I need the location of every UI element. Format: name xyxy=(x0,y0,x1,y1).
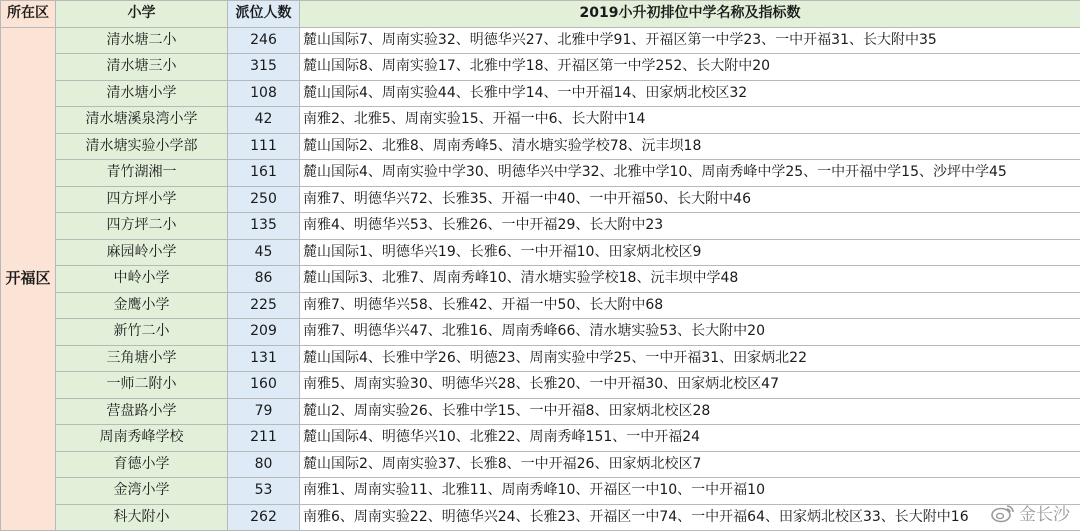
destinations-cell: 麓山国际4、周南实验中学30、明德华兴中学32、北雅中学10、周南秀峰中学25、一中开福中学15、沙坪中学45 xyxy=(300,160,1080,187)
table-row xyxy=(1,319,1080,346)
school-cell: 育德小学 xyxy=(56,451,228,478)
table-row xyxy=(1,451,1080,478)
school-cell: 清水塘小学 xyxy=(56,80,228,107)
school-cell: 清水塘溪泉湾小学 xyxy=(56,107,228,134)
destinations-cell: 麓山国际7、周南实验32、明德华兴27、北雅中学91、开福区第一中学23、一中开福31、长大附中35 xyxy=(300,27,1080,54)
table-row xyxy=(1,239,1080,266)
destinations-cell: 南雅7、明德华兴47、北雅16、周南秀峰66、清水塘实验53、长大附中20 xyxy=(300,319,1080,346)
table-row xyxy=(1,133,1080,160)
count-cell: 250 xyxy=(228,186,300,213)
watermark xyxy=(991,500,1070,525)
header-district: 所在区 xyxy=(1,1,56,28)
destinations-cell: 南雅1、周南实验11、北雅11、周南秀峰10、开福区一中10、一中开福10 xyxy=(300,478,1080,505)
count-cell: 80 xyxy=(228,451,300,478)
destinations-cell: 麓山2、周南实验26、长雅中学15、一中开福8、田家炳北校区28 xyxy=(300,398,1080,425)
count-cell: 86 xyxy=(228,266,300,293)
count-cell: 79 xyxy=(228,398,300,425)
table-row xyxy=(1,213,1080,240)
school-cell: 新竹二小 xyxy=(56,319,228,346)
destinations-cell: 南雅7、明德华兴58、长雅42、开福一中50、长大附中68 xyxy=(300,292,1080,319)
count-cell: 209 xyxy=(228,319,300,346)
destinations-cell: 麓山国际4、周南实验44、长雅中学14、一中开福14、田家炳北校区32 xyxy=(300,80,1080,107)
school-cell: 营盘路小学 xyxy=(56,398,228,425)
count-cell: 131 xyxy=(228,345,300,372)
count-cell: 108 xyxy=(228,80,300,107)
weibo-icon xyxy=(991,503,1015,523)
table-body xyxy=(1,27,1080,531)
count-cell: 42 xyxy=(228,107,300,134)
school-cell: 青竹湖湘一 xyxy=(56,160,228,187)
school-cell: 四方坪二小 xyxy=(56,213,228,240)
table-row xyxy=(1,292,1080,319)
count-cell: 160 xyxy=(228,372,300,399)
table-row xyxy=(1,27,1080,54)
destinations-cell: 麓山国际2、北雅8、周南秀峰5、清水塘实验学校78、沅丰坝18 xyxy=(300,133,1080,160)
school-cell: 麻园岭小学 xyxy=(56,239,228,266)
destinations-cell: 麓山国际8、周南实验17、北雅中学18、开福区第一中学252、长大附中20 xyxy=(300,54,1080,81)
destinations-cell: 南雅5、周南实验30、明德华兴28、长雅20、一中开福30、田家炳北校区47 xyxy=(300,372,1080,399)
table-row xyxy=(1,107,1080,134)
school-cell: 金湾小学 xyxy=(56,478,228,505)
destinations-cell: 南雅2、北雅5、周南实验15、开福一中6、长大附中14 xyxy=(300,107,1080,134)
table-row xyxy=(1,80,1080,107)
header-destinations: 2019小升初排位中学名称及指标数 xyxy=(300,1,1080,28)
header-row xyxy=(1,1,1080,28)
destinations-cell: 麓山国际4、长雅中学26、明德23、周南实验中学25、一中开福31、田家炳北22 xyxy=(300,345,1080,372)
destinations-cell: 麓山国际1、明德华兴19、长雅6、一中开福10、田家炳北校区9 xyxy=(300,239,1080,266)
destinations-cell: 麓山国际2、周南实验37、长雅8、一中开福26、田家炳北校区7 xyxy=(300,451,1080,478)
table-row xyxy=(1,345,1080,372)
table-row xyxy=(1,186,1080,213)
table-row xyxy=(1,372,1080,399)
count-cell: 315 xyxy=(228,54,300,81)
table-row xyxy=(1,425,1080,452)
count-cell: 135 xyxy=(228,213,300,240)
header-count: 派位人数 xyxy=(228,1,300,28)
school-cell: 一师二附小 xyxy=(56,372,228,399)
count-cell: 53 xyxy=(228,478,300,505)
header-school: 小学 xyxy=(56,1,228,28)
school-cell: 周南秀峰学校 xyxy=(56,425,228,452)
count-cell: 45 xyxy=(228,239,300,266)
destinations-cell: 麓山国际4、明德华兴10、北雅22、周南秀峰151、一中开福24 xyxy=(300,425,1080,452)
count-cell: 225 xyxy=(228,292,300,319)
school-cell: 三角塘小学 xyxy=(56,345,228,372)
table-row xyxy=(1,266,1080,293)
table-row xyxy=(1,54,1080,81)
table-row xyxy=(1,160,1080,187)
table-row xyxy=(1,478,1080,505)
school-cell: 清水塘二小 xyxy=(56,27,228,54)
count-cell: 262 xyxy=(228,504,300,531)
destinations-cell: 南雅4、明德华兴53、长雅26、一中开福29、长大附中23 xyxy=(300,213,1080,240)
school-cell: 清水塘实验小学部 xyxy=(56,133,228,160)
watermark-text: 金长沙 xyxy=(1019,505,1070,525)
destinations-cell: 麓山国际3、北雅7、周南秀峰10、清水塘实验学校18、沅丰坝中学48 xyxy=(300,266,1080,293)
table-row xyxy=(1,504,1080,531)
school-cell: 金鹰小学 xyxy=(56,292,228,319)
destinations-cell: 南雅7、明德华兴72、长雅35、开福一中40、一中开福50、长大附中46 xyxy=(300,186,1080,213)
district-cell: 开福区 xyxy=(1,27,56,531)
table-row xyxy=(1,398,1080,425)
destinations-cell: 南雅6、周南实验22、明德华兴24、长雅23、开福区一中74、一中开福64、田家炳北校区33、长大附中16 xyxy=(300,504,1080,531)
count-cell: 161 xyxy=(228,160,300,187)
school-cell: 清水塘三小 xyxy=(56,54,228,81)
count-cell: 246 xyxy=(228,27,300,54)
school-cell: 四方坪小学 xyxy=(56,186,228,213)
school-cell: 科大附小 xyxy=(56,504,228,531)
count-cell: 111 xyxy=(228,133,300,160)
school-cell: 中岭小学 xyxy=(56,266,228,293)
count-cell: 211 xyxy=(228,425,300,452)
